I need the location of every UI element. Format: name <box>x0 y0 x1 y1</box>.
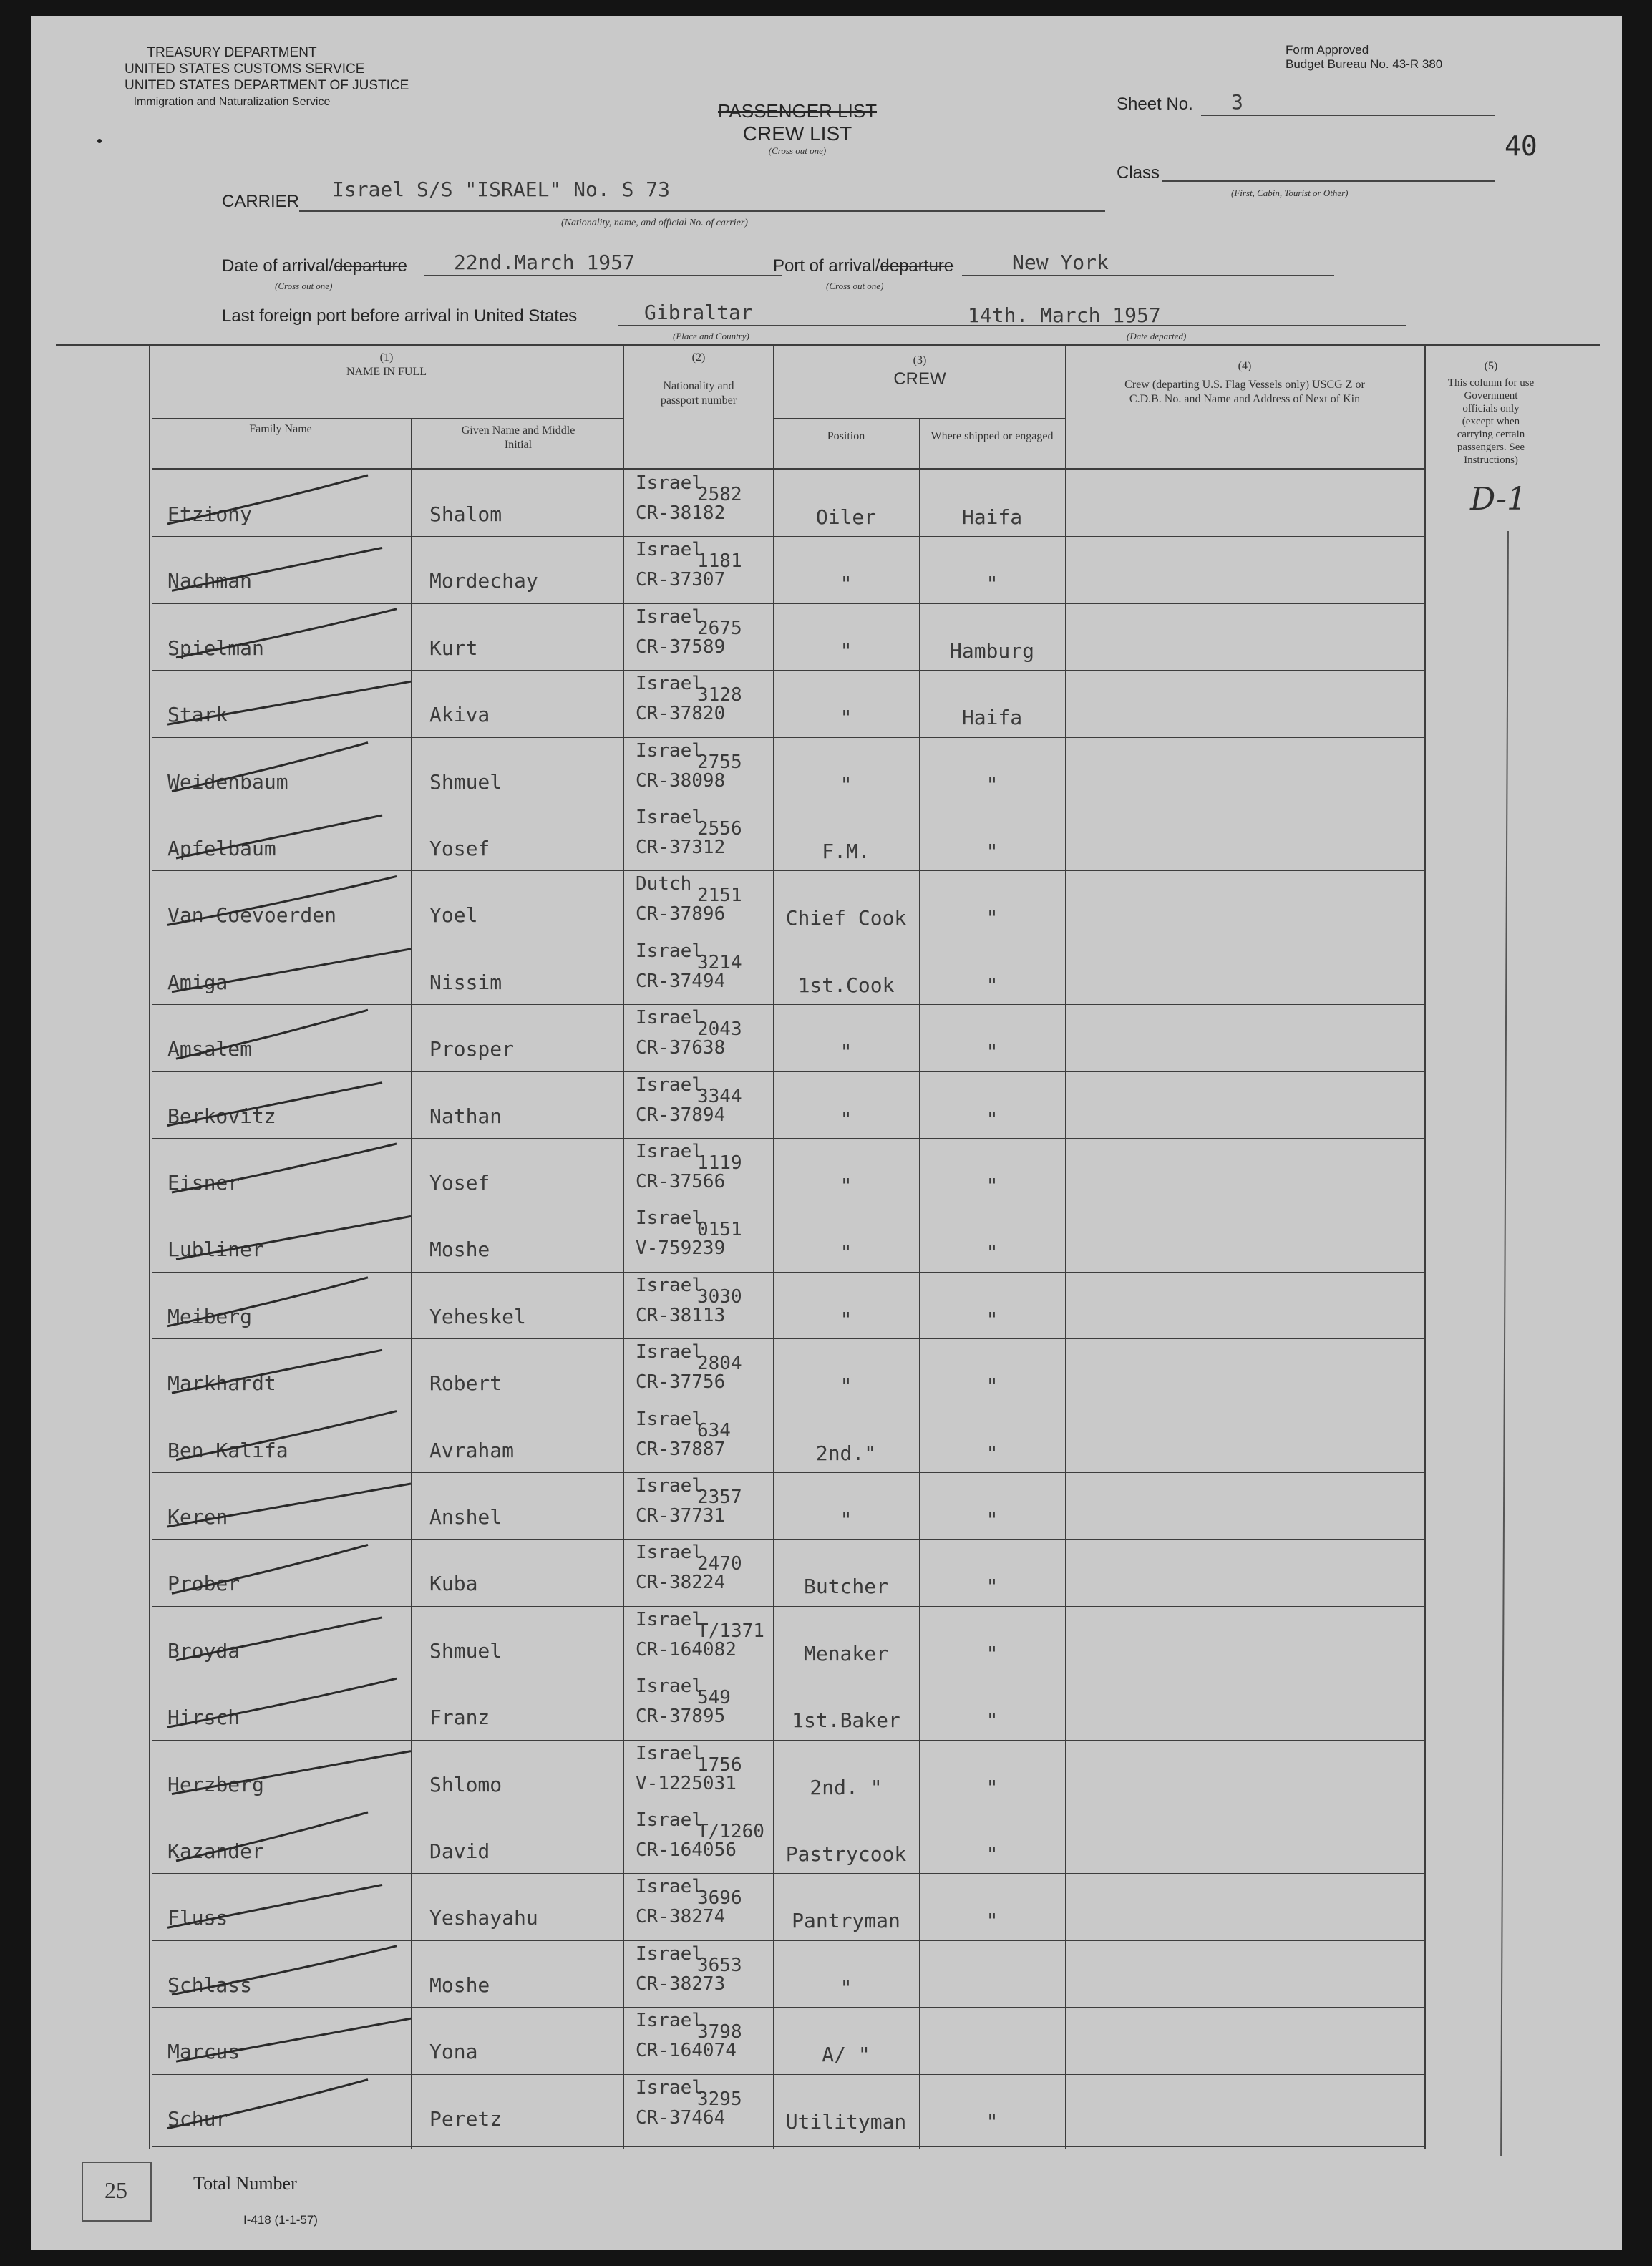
col4-number: (4) <box>1238 360 1252 372</box>
crew-position: Oiler <box>815 505 877 529</box>
name-strike-mark <box>172 1751 411 1794</box>
nationality: Israel <box>636 1475 703 1497</box>
passport-number: CR-37312 <box>636 837 726 858</box>
name-strike-mark <box>167 681 411 727</box>
agency-line-2: UNITED STATES CUSTOMS SERVICE <box>125 62 365 77</box>
where-shipped-header: Where shipped or engaged <box>931 430 1054 442</box>
where-shipped: " <box>986 1508 999 1532</box>
crew-position: " <box>840 638 852 663</box>
form-approved-line-1: Form Approved <box>1286 43 1369 57</box>
name-strike-mark <box>172 1144 397 1192</box>
where-shipped: " <box>986 973 999 997</box>
crew-position: " <box>840 1174 852 1197</box>
passport-number: CR-38113 <box>636 1304 726 1326</box>
name-strike-mark <box>167 1678 397 1730</box>
agency-line-4: Immigration and Naturalization Service <box>133 96 331 108</box>
name-strike-mark <box>172 949 411 992</box>
carrier-label: CARRIER <box>222 192 300 211</box>
passport-prefix-number: T/1260 <box>697 1821 764 1842</box>
passport-number: CR-38182 <box>636 502 726 524</box>
passport-number: CR-164082 <box>636 1638 737 1660</box>
given-name: Moshe <box>429 1973 490 1997</box>
carrier-note: (Nationality, name, and official No. of carrier) <box>561 218 748 228</box>
crew-position: Butcher <box>803 1575 888 1599</box>
crew-position: " <box>840 1107 852 1131</box>
passport-prefix-number: 3128 <box>697 684 742 706</box>
departure-struck: departure <box>334 256 407 276</box>
where-shipped: Haifa <box>961 706 1023 730</box>
where-shipped: " <box>986 1040 999 1064</box>
given-name: Shlomo <box>429 1772 502 1796</box>
crew-position: " <box>840 1240 852 1265</box>
family-name: Stark <box>167 703 228 727</box>
name-strike-mark <box>167 2080 368 2129</box>
given-name: Yosef <box>429 1171 490 1195</box>
passport-number: CR-37464 <box>636 2106 726 2129</box>
crew-position: 1st.Cook <box>797 973 895 997</box>
passport-number: CR-37894 <box>636 1104 726 1126</box>
passport-prefix-number: 1119 <box>697 1152 742 1174</box>
name-strike-mark <box>167 1083 382 1126</box>
where-shipped: " <box>986 1107 999 1131</box>
crew-position: " <box>840 1975 852 2000</box>
name-strike-mark <box>176 1411 397 1460</box>
given-name: Mordechay <box>429 569 538 593</box>
where-shipped: " <box>986 1842 999 1866</box>
nationality: Israel <box>636 1341 703 1363</box>
family-name: Prober <box>167 1572 240 1596</box>
nationality: Israel <box>636 1007 703 1029</box>
where-shipped: " <box>986 572 999 596</box>
where-shipped: " <box>986 840 999 863</box>
passport-number: CR-38274 <box>636 1906 726 1928</box>
document-page <box>31 16 1622 2250</box>
nationality: Israel <box>636 1876 703 1898</box>
crew-position: Menaker <box>803 1641 888 1666</box>
passport-number: CR-37589 <box>636 636 726 658</box>
nationality: Israel <box>636 1608 703 1630</box>
family-name: Broyda <box>167 1638 240 1663</box>
passport-prefix-number: 3344 <box>697 1085 742 1107</box>
class-label: Class <box>1117 163 1160 183</box>
given-name: Yeshayahu <box>429 1906 538 1930</box>
passport-prefix-number: 2357 <box>697 1487 742 1508</box>
family-name: Amiga <box>167 970 228 994</box>
passport-prefix-number: 2556 <box>697 818 742 840</box>
where-shipped: Haifa <box>961 505 1023 529</box>
nationality: Israel <box>636 472 703 494</box>
col5-number: (5) <box>1484 360 1498 372</box>
date-departed-note: (Date departed) <box>1127 331 1187 341</box>
passport-number: CR-37566 <box>636 1171 726 1192</box>
nationality: Israel <box>636 1542 703 1564</box>
arrival-date-value: 22nd.March 1957 <box>454 251 635 274</box>
where-shipped: " <box>986 1240 999 1265</box>
name-strike-mark <box>176 1010 368 1059</box>
name-strike-mark <box>176 1618 382 1660</box>
where-shipped: " <box>986 2109 999 2134</box>
passport-number: CR-37494 <box>636 970 726 992</box>
crew-position: " <box>840 772 852 797</box>
given-name: Franz <box>429 1706 490 1730</box>
passport-number: CR-38098 <box>636 769 726 792</box>
given-name: Shalom <box>429 502 502 526</box>
family-name: Berkovitz <box>167 1104 276 1128</box>
name-strike-mark <box>167 1885 382 1927</box>
nationality: Israel <box>636 1942 703 1965</box>
given-name: Nathan <box>429 1104 502 1128</box>
last-port-date: 14th. March 1957 <box>968 303 1161 327</box>
family-name: Hirsch <box>167 1706 240 1730</box>
nationality: Israel <box>636 2076 703 2099</box>
agency-line-1: TREASURY DEPARTMENT <box>147 45 317 60</box>
given-name: Peretz <box>429 2106 502 2131</box>
given-name: Kurt <box>429 636 478 660</box>
nationality: Israel <box>636 673 703 695</box>
name-strike-mark <box>172 1946 397 1995</box>
position-header: Position <box>827 430 865 442</box>
given-name: Avraham <box>429 1438 515 1462</box>
name-strike-mark <box>172 1545 368 1593</box>
passport-number: CR-37895 <box>636 1706 726 1728</box>
passport-number: CR-37896 <box>636 903 726 925</box>
given-name: Yosef <box>429 837 490 860</box>
nationality: Israel <box>636 1141 703 1162</box>
passport-prefix-number: 2043 <box>697 1018 742 1041</box>
col2-title: Nationality and passport number <box>660 380 737 407</box>
passport-prefix-number: 2470 <box>697 1553 742 1575</box>
total-count: 25 <box>105 2177 127 2203</box>
nationality: Israel <box>636 1408 703 1430</box>
passport-number: CR-37731 <box>636 1505 726 1527</box>
crew-position: 1st.Baker <box>792 1708 900 1733</box>
nationality: Israel <box>636 807 703 828</box>
passport-prefix-number: 549 <box>697 1687 731 1709</box>
passport-prefix-number: 3653 <box>697 1954 742 1976</box>
name-strike-mark <box>176 2018 411 2061</box>
crew-position: " <box>840 1040 852 1064</box>
form-approved-line-2: Budget Bureau No. 43-R 380 <box>1286 57 1443 71</box>
last-port-place: Gibraltar <box>644 301 753 324</box>
family-name: Herzberg <box>167 1772 264 1796</box>
date-cross-note: (Cross out one) <box>275 281 333 291</box>
where-shipped: " <box>986 1641 999 1666</box>
given-name: Shmuel <box>429 769 502 794</box>
col3-number: (3) <box>913 354 927 366</box>
crew-position: " <box>840 1374 852 1399</box>
strike-marks <box>31 16 1622 2250</box>
family-name: Kazander <box>167 1839 264 1863</box>
family-name: Eisner <box>167 1171 240 1195</box>
sheet-number-label: Sheet No. <box>1117 94 1193 114</box>
crew-position: 2nd." <box>815 1441 877 1465</box>
where-shipped: " <box>986 1441 999 1465</box>
last-port-label: Last foreign port before arrival in United States <box>222 306 578 326</box>
family-name: Markhardt <box>167 1371 276 1396</box>
passport-prefix-number: T/1371 <box>697 1620 764 1642</box>
given-name: Anshel <box>429 1505 502 1529</box>
passport-number: CR-38273 <box>636 1973 726 1995</box>
passport-prefix-number: 0151 <box>697 1219 742 1241</box>
crew-position: " <box>840 706 852 730</box>
class-note: (First, Cabin, Tourist or Other) <box>1231 188 1349 198</box>
where-shipped: " <box>986 1708 999 1733</box>
passport-prefix-number: 3214 <box>697 951 742 973</box>
port-of-arrival-text: Port of arrival/ <box>773 256 880 276</box>
passport-number: CR-37307 <box>636 569 726 591</box>
nationality: Israel <box>636 1274 703 1296</box>
passport-prefix-number: 2675 <box>697 617 742 639</box>
nationality: Dutch <box>636 873 692 895</box>
passport-number: CR-37756 <box>636 1371 726 1394</box>
where-shipped: " <box>986 772 999 797</box>
passport-number: V-1225031 <box>636 1772 737 1794</box>
passport-prefix-number: 2804 <box>697 1353 742 1375</box>
passport-prefix-number: 2755 <box>697 751 742 773</box>
passenger-list-title: PASSENGER LIST <box>717 100 878 122</box>
col1-number: (1) <box>379 351 394 364</box>
port-departure-struck: departure <box>880 256 954 276</box>
where-shipped: " <box>986 906 999 930</box>
where-shipped: Hamburg <box>949 638 1034 663</box>
given-name: Shmuel <box>429 1638 502 1663</box>
agency-line-3: UNITED STATES DEPARTMENT OF JUSTICE <box>125 78 409 93</box>
place-country-note: (Place and Country) <box>673 331 749 341</box>
given-name: Moshe <box>429 1237 490 1262</box>
passport-number: CR-164056 <box>636 1839 737 1861</box>
passport-number: CR-164074 <box>636 2040 737 2062</box>
passport-number: CR-38224 <box>636 1572 726 1594</box>
crew-position: Utilityman <box>785 2109 907 2134</box>
name-strike-mark <box>172 743 368 792</box>
passport-prefix-number: 3295 <box>697 2088 742 2110</box>
given-name: Kuba <box>429 1572 478 1596</box>
nationality: Israel <box>636 1074 703 1096</box>
family-name: Nachman <box>167 569 253 593</box>
name-strike-mark <box>167 876 397 928</box>
given-name: Nissim <box>429 970 502 994</box>
nationality: Israel <box>636 940 703 962</box>
given-name-header: Given Name and Middle Initial <box>461 424 575 451</box>
crew-position: Pastrycook <box>785 1842 907 1866</box>
family-name: Apfelbaum <box>167 837 276 860</box>
where-shipped: " <box>986 1575 999 1599</box>
crew-position: Pantryman <box>792 1909 900 1933</box>
col3-title: CREW <box>893 369 946 389</box>
crew-position: 2nd. " <box>810 1775 883 1799</box>
given-name: Yeheskel <box>429 1304 526 1328</box>
name-strike-mark <box>176 609 397 658</box>
crew-list-title: CREW LIST <box>742 122 852 145</box>
family-name: Lubliner <box>167 1237 264 1262</box>
form-id: I-418 (1-1-57) <box>243 2213 318 2227</box>
family-name: Schlass <box>167 1973 253 1997</box>
nationality: Israel <box>636 739 703 762</box>
crew-position: Chief Cook <box>785 906 907 930</box>
nationality: Israel <box>636 2010 703 2032</box>
family-name: Amsalem <box>167 1037 253 1061</box>
where-shipped: " <box>986 1307 999 1331</box>
passport-prefix-number: 3798 <box>697 2021 742 2043</box>
name-strike-mark <box>176 1812 368 1861</box>
passport-prefix-number: 3030 <box>697 1285 742 1308</box>
col1-title: NAME IN FULL <box>346 366 427 378</box>
col2-number: (2) <box>691 351 706 364</box>
passport-prefix-number: 634 <box>697 1419 731 1441</box>
crew-position: A/ " <box>822 2043 870 2067</box>
passport-number: CR-37887 <box>636 1438 726 1460</box>
family-name: Keren <box>167 1505 228 1529</box>
name-strike-mark <box>167 1278 368 1326</box>
family-name-header: Family Name <box>249 423 312 435</box>
name-strike-mark <box>176 815 382 858</box>
where-shipped: " <box>986 1909 999 1933</box>
family-name: Meiberg <box>167 1304 253 1328</box>
passport-prefix-number: 2582 <box>697 484 742 505</box>
passport-prefix-number: 2151 <box>697 885 742 907</box>
passport-number: V-759239 <box>636 1237 726 1260</box>
family-name: Ben Kalifa <box>167 1438 288 1462</box>
sheet-number-value: 3 <box>1231 90 1243 114</box>
port-cross-note: (Cross out one) <box>826 281 884 291</box>
family-name: Van Coevoerden <box>167 903 337 928</box>
list-title-note: (Cross out one) <box>768 145 827 156</box>
nationality: Israel <box>636 1207 703 1230</box>
given-name: Akiva <box>429 703 490 727</box>
nationality: Israel <box>636 606 703 628</box>
nationality: Israel <box>636 1742 703 1764</box>
nationality: Israel <box>636 1809 703 1831</box>
carrier-value: Israel S/S "ISRAEL" No. S 73 <box>332 178 671 201</box>
name-strike-mark <box>172 1350 382 1393</box>
where-shipped: " <box>986 1374 999 1399</box>
crew-position: " <box>840 572 852 596</box>
family-name: Spielman <box>167 636 264 660</box>
crew-position: " <box>840 1508 852 1532</box>
total-label: Total Number <box>193 2173 297 2194</box>
family-name: Schur <box>167 2106 228 2131</box>
given-name: Yona <box>429 2040 478 2064</box>
official-mark: D-1 <box>1470 481 1527 517</box>
family-name: Etziony <box>167 502 253 526</box>
family-name: Marcus <box>167 2040 240 2064</box>
passport-number: CR-37820 <box>636 703 726 725</box>
name-strike-mark <box>167 1484 411 1527</box>
family-name: Weidenbaum <box>167 769 288 794</box>
col5-title: This column for use Government officials only (except when carrying certain passengers. See Instructions) <box>1447 377 1535 466</box>
given-name: Yoel <box>429 903 478 928</box>
nationality: Israel <box>636 1676 703 1698</box>
where-shipped: " <box>986 1775 999 1799</box>
page-number: 40 <box>1505 130 1537 162</box>
family-name: Fluss <box>167 1906 228 1930</box>
name-strike-mark <box>172 548 382 590</box>
nationality: Israel <box>636 539 703 561</box>
name-strike-mark <box>167 475 368 524</box>
col4-title: Crew (departing U.S. Flag Vessels only) USCG Z or C.D.B. No. and Name and Address of Next of Kin <box>1124 379 1365 405</box>
passport-number: CR-37638 <box>636 1037 726 1059</box>
given-name: Prosper <box>429 1037 515 1061</box>
passport-prefix-number: 3696 <box>697 1887 742 1910</box>
given-name: David <box>429 1839 490 1863</box>
crew-position: F.M. <box>822 840 870 863</box>
name-strike-mark <box>176 1216 411 1259</box>
passport-prefix-number: 1756 <box>697 1754 742 1776</box>
where-shipped: " <box>986 1174 999 1197</box>
passport-prefix-number: 1181 <box>697 550 742 573</box>
date-of-arrival-text: Date of arrival/ <box>222 256 334 276</box>
given-name: Robert <box>429 1371 502 1396</box>
crew-position: " <box>840 1307 852 1331</box>
arrival-port-value: New York <box>1012 251 1109 274</box>
